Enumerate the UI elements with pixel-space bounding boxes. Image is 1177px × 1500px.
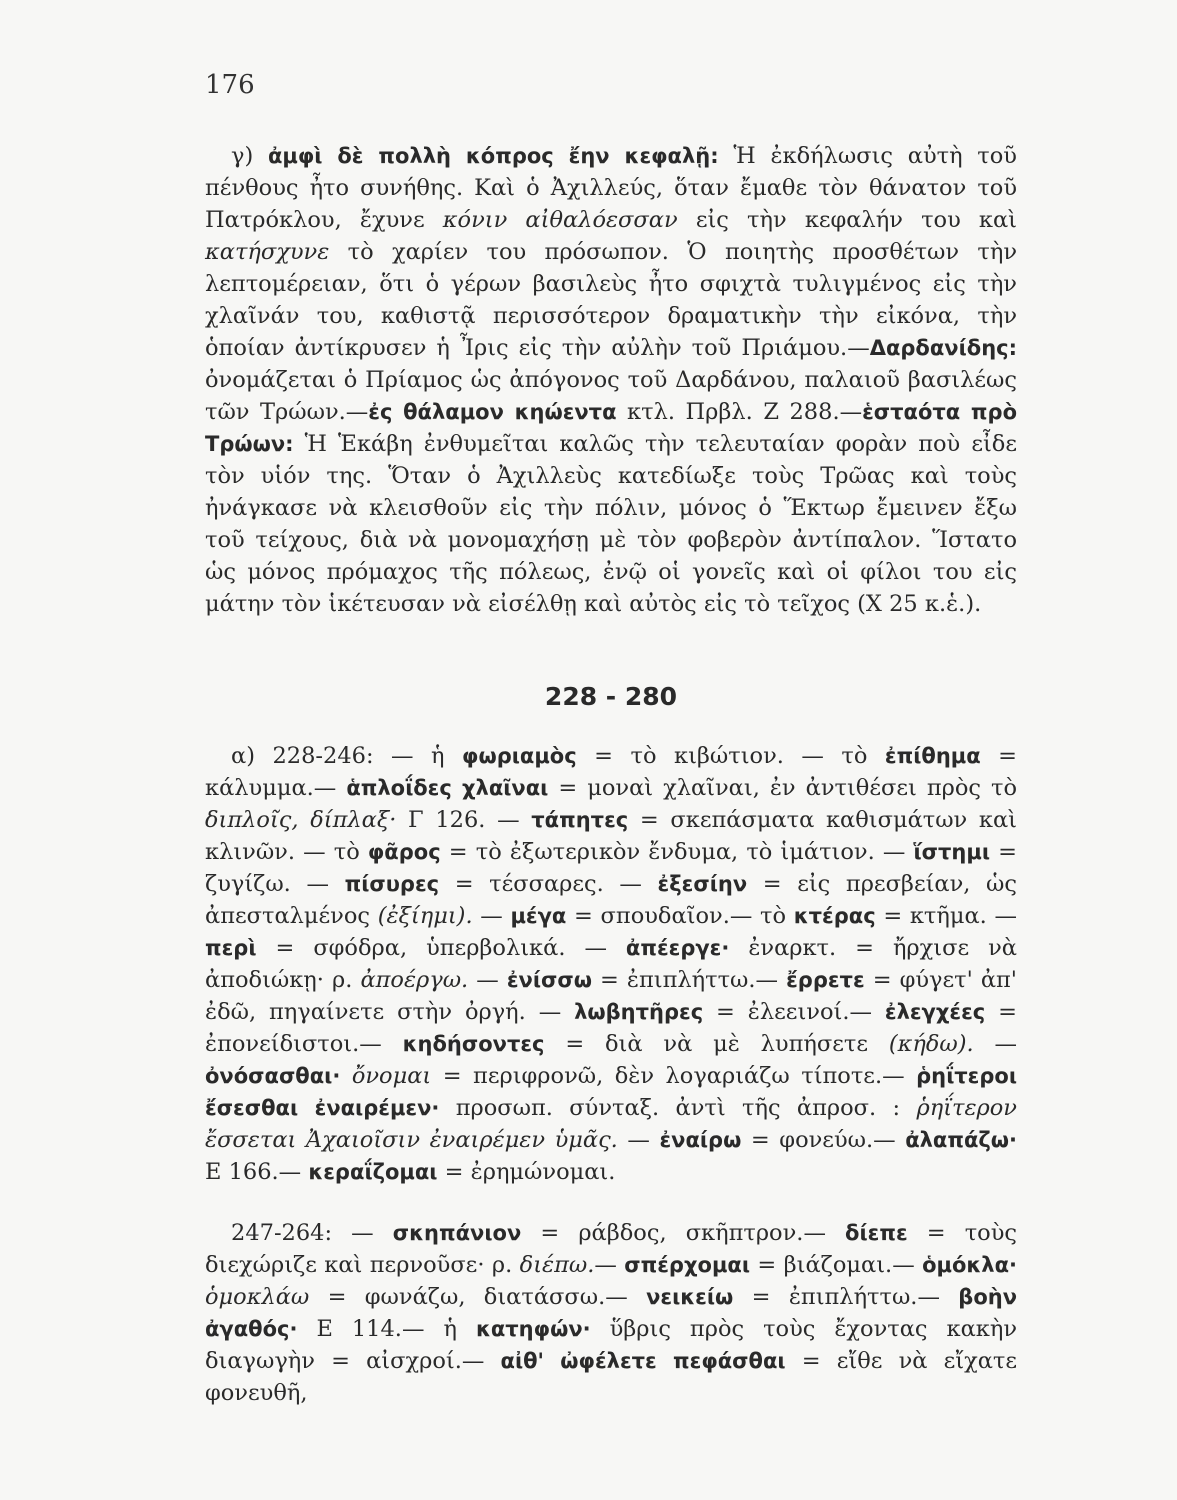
commentary-paragraph-2 xyxy=(205,740,1017,1188)
text-run: = ζυγίζω. — xyxy=(205,839,1017,897)
text-run: = τὸ κιβώτιον. — τὸ xyxy=(576,743,885,769)
lemma-term: ἀλαπάζω· xyxy=(905,1128,1018,1152)
text-run: — xyxy=(617,1127,660,1153)
lemma-term: ἐναίρω xyxy=(659,1128,742,1152)
italic-citation: διπλοῖς, δίπλαξ· xyxy=(205,807,397,833)
page-number: 176 xyxy=(205,70,255,100)
italic-citation: (ἐξίημι). xyxy=(377,903,473,929)
text-run: = ἐρημώνομαι. xyxy=(437,1159,616,1185)
paragraph-2-text xyxy=(205,740,1017,1188)
text-run: κτλ. Πρβλ. Ζ 288.— xyxy=(616,399,863,425)
text-run: ἐναρκτ. = ἤρχισε νὰ ἀποδιώκῃ· ρ. xyxy=(205,935,1017,993)
lemma-term: φᾶρος xyxy=(367,840,441,864)
lemma-term: τάπητες xyxy=(531,808,629,832)
lemma-term: σπέρχομαι xyxy=(624,1253,751,1277)
lemma-term: ὁμόκλα· xyxy=(922,1253,1017,1277)
text-run: Ἡ ἐκδήλωσις αὐτὴ τοῦ πένθους ἦτο συνήθης. Καὶ ὁ Ἀχιλλεύς, ὅταν ἔμαθε τὸν θάνατον τοῦ Πατρόκλου, ἔχυνε xyxy=(205,143,1017,233)
text-run: = βιάζομαι.— xyxy=(750,1252,923,1278)
text-run: Ε 114.— ἡ xyxy=(297,1316,476,1342)
paragraph-3-text xyxy=(205,1217,1017,1409)
text-run: = ράβδος, σκῆπτρον.— xyxy=(521,1220,846,1246)
lemma-term: περὶ xyxy=(205,936,257,960)
text-run: = φονεύω.— xyxy=(741,1127,906,1153)
paragraph-1-text xyxy=(205,140,1017,620)
lemma-term: κηδήσοντες xyxy=(402,1032,545,1056)
text-run: = τοὺς διεχώριζε καὶ περνοῦσε· ρ. xyxy=(205,1220,1017,1278)
text-run: = εἴθε νὰ εἴχατε φονευθῆ, xyxy=(205,1348,1017,1406)
lemma-term: φωριαμὸς xyxy=(462,744,577,768)
lemma-term: ἐλεγχέες xyxy=(884,1000,986,1024)
italic-citation: κατήσχυνε xyxy=(205,239,330,265)
lemma-term: ἔρρετε xyxy=(786,968,865,992)
section-heading: 228 - 280 xyxy=(544,682,678,711)
lemma-term: σκηπάνιον xyxy=(392,1221,522,1245)
lemma-term: βοὴν ἀγαθός· xyxy=(205,1285,1017,1341)
lemma-term: κτέρας xyxy=(793,904,876,928)
lemma-term: ἀμφὶ δὲ πολλὴ κόπρος ἔην κεφαλῇ: xyxy=(267,144,719,168)
text-run: = εἰς πρεσβείαν, ὡς ἀπεσταλμένος xyxy=(205,871,1018,929)
text-run: ὕβρις πρὸς τοὺς ἔχοντας κακὴν διαγωγὴν = αἰσχροί.— xyxy=(205,1316,1017,1374)
text-run: Γ 126. — xyxy=(396,807,532,833)
lemma-term: λωβητῆρες xyxy=(574,1000,704,1024)
text-run: εἰς τὴν κεφαλήν του καὶ xyxy=(677,207,1017,233)
commentary-paragraph-1 xyxy=(205,140,1017,620)
lemma-term: ῥηΐτεροι ἔσεσθαι ἐναιρέμεν· xyxy=(205,1064,1018,1120)
lemma-term: πίσυρες xyxy=(344,872,440,896)
text-run: = διὰ νὰ μὲ λυπήσετε xyxy=(544,1031,889,1057)
text-run: = ἐπιπλήττω.— xyxy=(733,1284,959,1310)
text-run: = ἐπονείδιστοι.— xyxy=(205,999,1017,1057)
text-run: = τὸ ἐξωτερικὸν ἔνδυμα, τὸ ἱμάτιον. — xyxy=(440,839,914,865)
lemma-term: ὀνόσασθαι· xyxy=(205,1064,341,1088)
text-run: προσωπ. σύνταξ. ἀντὶ τῆς ἀπροσ. : xyxy=(439,1095,917,1121)
text-run: = σκεπάσματα καθισμάτων καὶ κλινῶν. — τὸ xyxy=(205,807,1017,865)
text-run: = περιφρονῶ, δὲν λογαριάζω τίποτε.— xyxy=(431,1063,917,1089)
text-run: = σφόδρα, ὑπερβολικά. — xyxy=(256,935,626,961)
text-run: — xyxy=(594,1252,625,1278)
text-run: = κάλυμμα.— xyxy=(205,743,1018,801)
text-run: — xyxy=(472,903,511,929)
lemma-term: ἐξεσίην xyxy=(657,872,748,896)
text-run: α) 228-246: — ἡ xyxy=(231,743,463,769)
lemma-term: αἰθ' ὠφέλετε πεφάσθαι xyxy=(500,1349,786,1373)
lemma-term: δίεπε xyxy=(845,1221,908,1245)
text-run: — xyxy=(468,967,507,993)
lemma-term: Δαρδανίδης: xyxy=(869,336,1017,360)
text-run: Ἡ Ἑκάβη ἐνθυμεῖται καλῶς τὴν τελευταίαν φορὰν ποὺ εἶδε τὸν υἱόν της. Ὅταν ὁ Ἀχιλλεὺς κατεδίωξε τοὺς Τρῶας καὶ τοὺς ἠνάγκασε νὰ κλεισθοῦν εἰς τὴν πόλιν, μόνος ὁ Ἕκτωρ ἔμεινεν ἔξω τοῦ τείχους, διὰ νὰ μονομαχήσῃ μὲ τὸν φοβερὸν ἀντίπαλον. Ἵστατο ὡς μόνος πρόμαχος τῆς πόλεως, ἐνῷ οἱ γονεῖς καὶ οἱ φίλοι του εἰς μάτην τὸν ἱκέτευσαν νὰ εἰσέλθῃ καὶ αὐτὸς εἰς τὸ τεῖχος (Χ 25 κ.ἑ.). xyxy=(205,431,1017,617)
lemma-term: νεικείω xyxy=(646,1285,734,1309)
text-run: = ἐλεεινοί.— xyxy=(703,999,885,1025)
text-run: = φύγετ' ἀπ' ἐδῶ, πηγαίνετε στὴν ὀργή. — xyxy=(205,967,1017,1025)
text-run: = μοναὶ χλαῖναι, ἐν ἀντιθέσει πρὸς τὸ xyxy=(548,775,1017,801)
lemma-term: κατηφών· xyxy=(475,1317,591,1341)
lemma-term: ἐπίθημα xyxy=(884,744,981,768)
text-run: γ) xyxy=(231,143,268,169)
italic-citation: κόνιν αἰθαλόεσσαν xyxy=(442,207,678,233)
italic-citation: ὄνομαι xyxy=(351,1063,432,1089)
text-run: Ε 166.— xyxy=(205,1159,309,1185)
italic-citation: ἀποέργω. xyxy=(360,967,469,993)
text-run: = φωνάζω, διατάσσω.— xyxy=(309,1284,647,1310)
lemma-term: ἀπέεργε· xyxy=(625,936,730,960)
lemma-term: ἁπλοΐδες χλαῖναι xyxy=(346,776,549,800)
text-run: = σπουδαῖον.— τὸ xyxy=(566,903,794,929)
italic-citation: ὁμοκλάω xyxy=(205,1284,310,1310)
text-run: — xyxy=(973,1031,1017,1057)
lemma-term: κεραΐζομαι xyxy=(308,1160,438,1184)
lemma-term: ἑσταότα πρὸ Τρώων: xyxy=(205,400,1017,456)
commentary-paragraph-3 xyxy=(205,1217,1017,1409)
text-run: = τέσσαρες. — xyxy=(439,871,658,897)
italic-citation: διέπω. xyxy=(519,1252,595,1278)
lemma-term: μέγα xyxy=(510,904,567,928)
text-run: 247-264: — xyxy=(231,1220,393,1246)
lemma-term: ἵστημι xyxy=(913,840,991,864)
italic-citation: (κήδω). xyxy=(888,1031,974,1057)
text-run: = κτῆμα. — xyxy=(875,903,1017,929)
text-run: = ἐπιπλήττω.— xyxy=(591,967,787,993)
text-run: τὸ χαρίεν του πρόσωπον. Ὁ ποιητὴς προσθέτων τὴν λεπτομέρειαν, ὅτι ὁ γέρων βασιλεὺς ἦτο σφιχτὰ τυλιγμένος εἰς τὴν χλαῖνάν του, καθιστᾷ περισσότερον δραματικὴν τὴν εἰκόνα, τὴν ὁποίαν ἀντίκρυσεν ἡ Ἶρις εἰς τὴν αὐλὴν τοῦ Πριάμου.— xyxy=(205,239,1017,361)
lemma-term: ἐνίσσω xyxy=(506,968,592,992)
lemma-term: ἐς θάλαμον κηώεντα xyxy=(368,400,617,424)
text-run: ὀνομάζεται ὁ Πρίαμος ὡς ἀπόγονος τοῦ Δαρδάνου, παλαιοῦ βασιλέως τῶν Τρώων.— xyxy=(205,367,1017,425)
text-run xyxy=(340,1063,352,1089)
italic-citation: ῥηΐτερον ἔσσεται Ἀχαιοῖσιν ἐναιρέμεν ὑμᾶς. xyxy=(205,1095,1017,1153)
